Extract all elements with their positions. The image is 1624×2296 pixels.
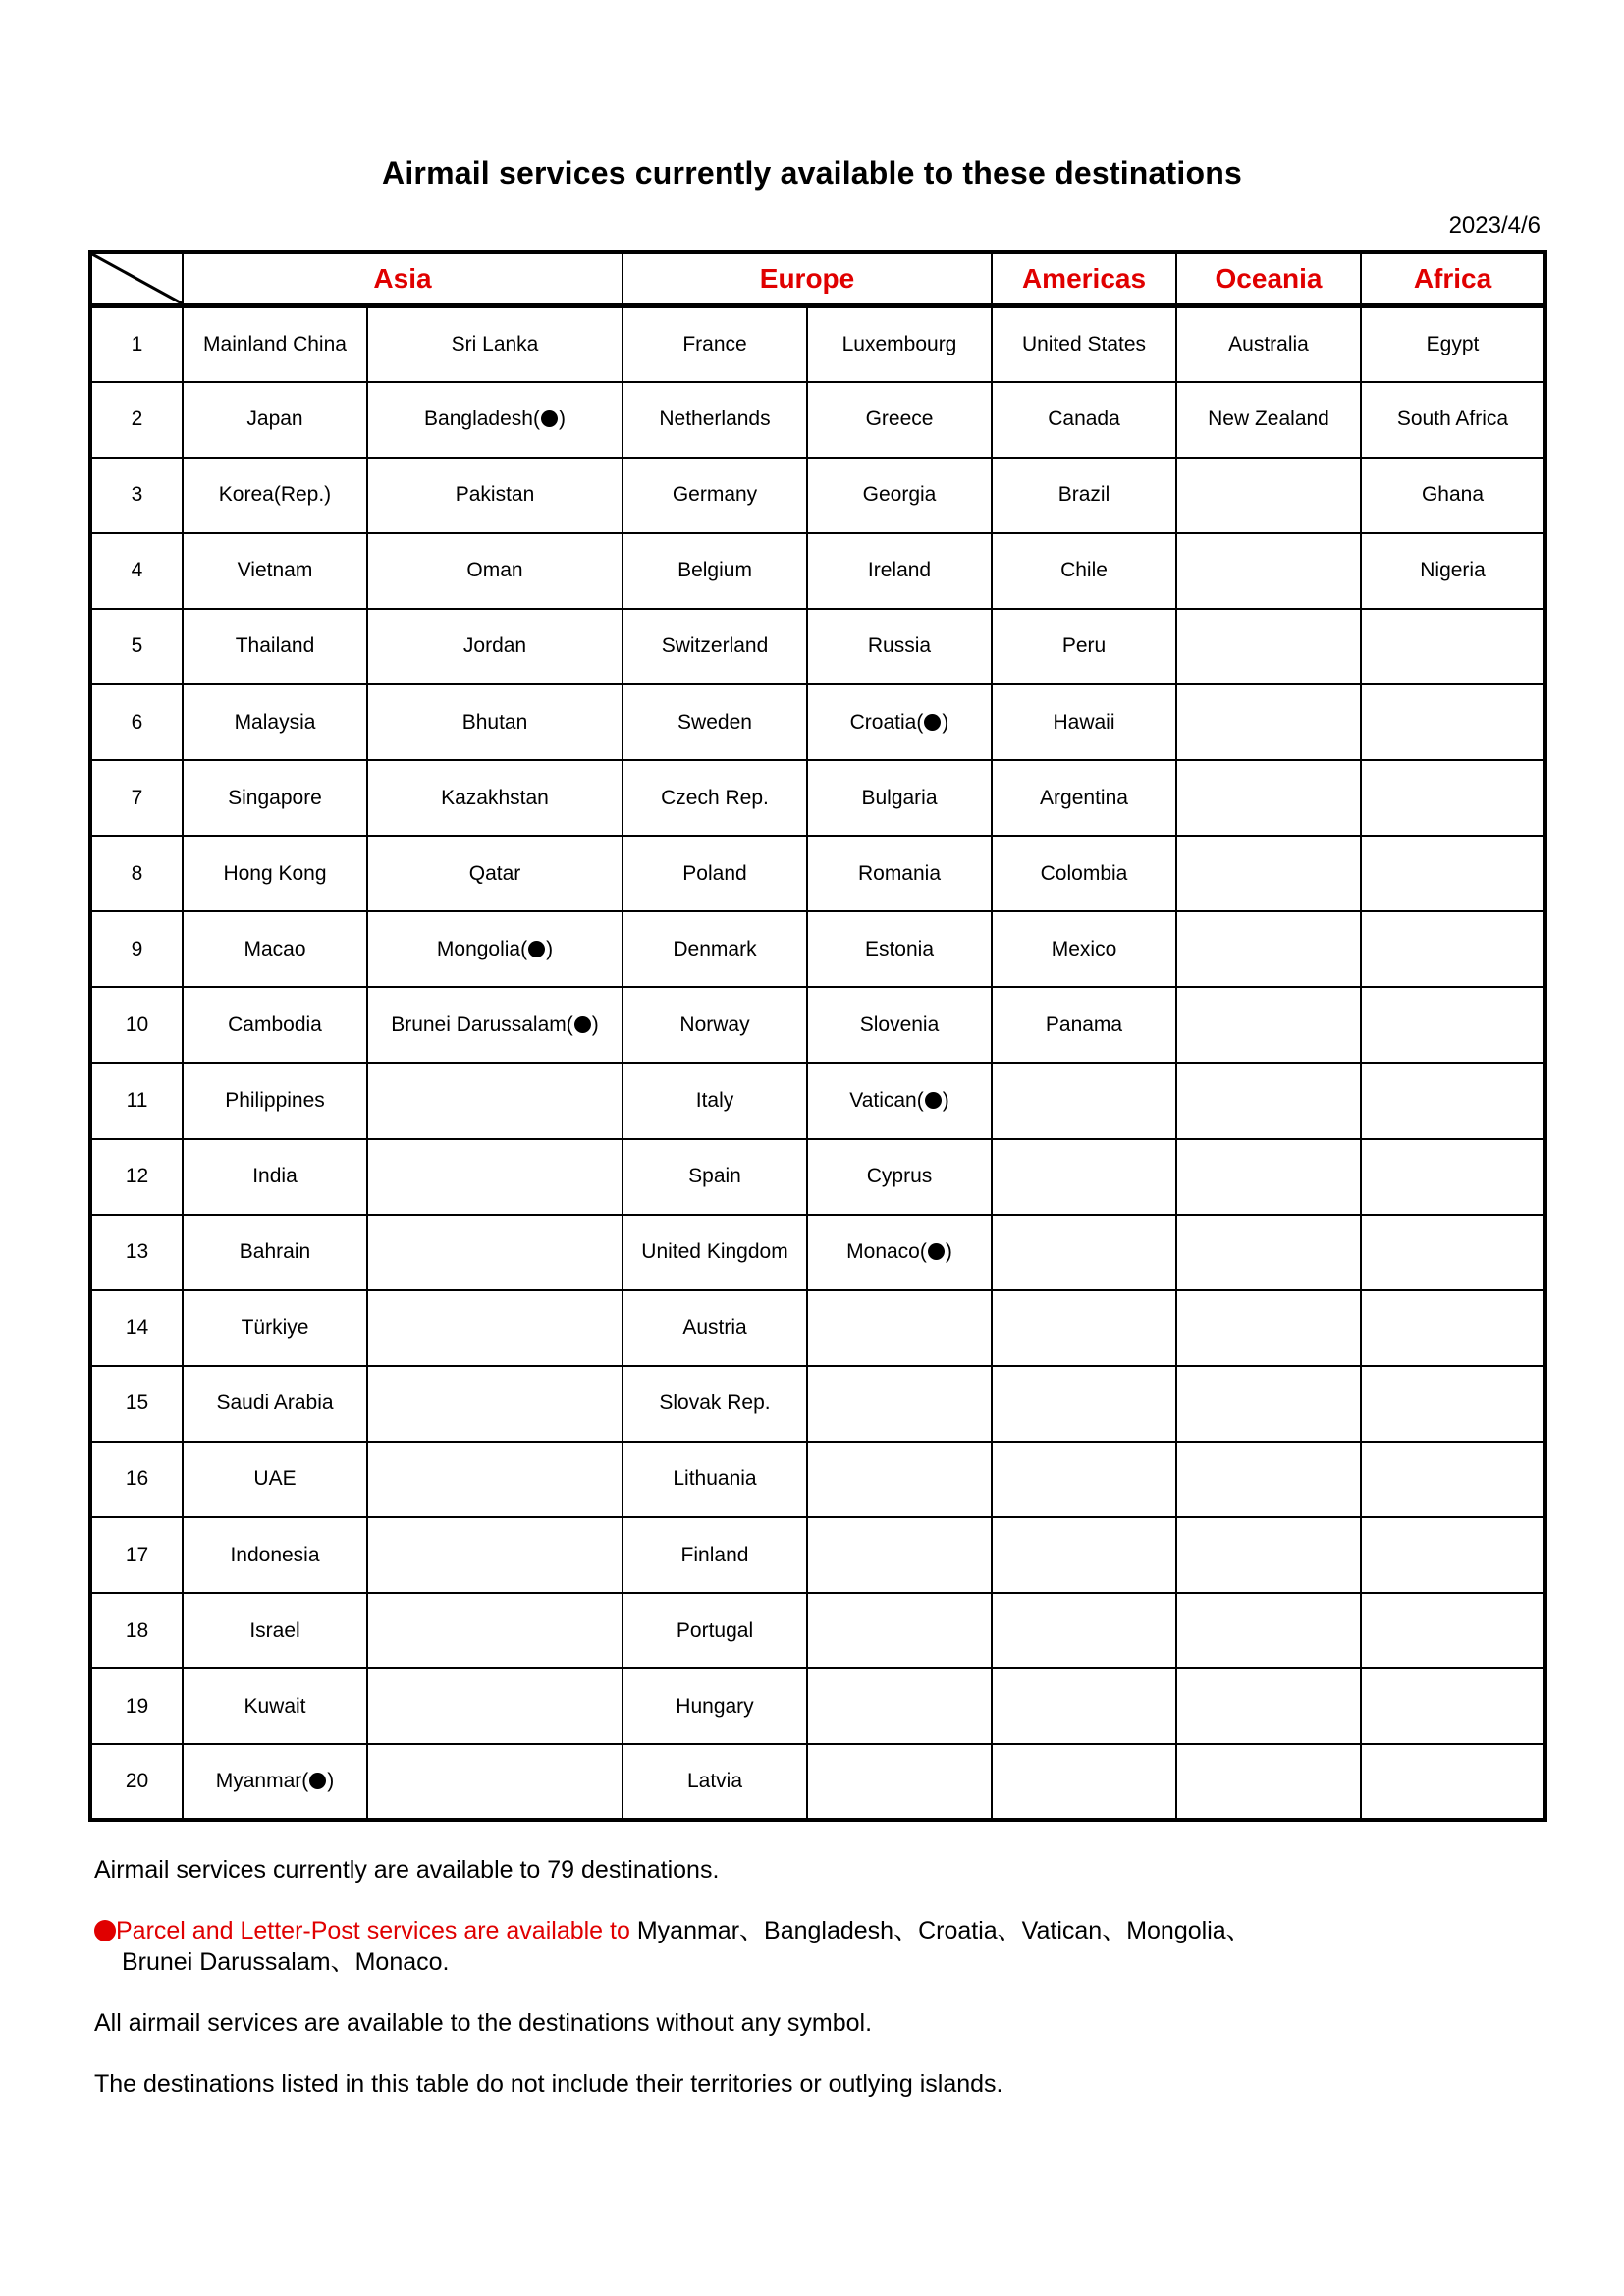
destination-cell-asia2	[367, 1593, 623, 1668]
destination-cell-americas: Colombia	[992, 836, 1176, 911]
table-header-row	[90, 252, 1545, 306]
destination-cell-oceania: New Zealand	[1176, 382, 1361, 458]
destination-cell-oceania	[1176, 836, 1361, 911]
destination-cell-africa	[1361, 609, 1545, 684]
row-number: 3	[90, 458, 183, 533]
destination-cell-europe1: Portugal	[623, 1593, 807, 1668]
table-row	[90, 1063, 1545, 1138]
destination-cell-europe2	[807, 1593, 992, 1668]
row-number: 11	[90, 1063, 183, 1138]
destination-cell-asia2	[367, 1744, 623, 1820]
destination-cell-asia2: Oman	[367, 533, 623, 609]
destination-cell-asia2: Bhutan	[367, 684, 623, 760]
destination-cell-europe2: Cyprus	[807, 1139, 992, 1215]
destination-cell-asia1: Thailand	[183, 609, 367, 684]
destination-cell-africa	[1361, 1290, 1545, 1366]
table-row	[90, 1744, 1545, 1820]
destination-cell-asia1: Malaysia	[183, 684, 367, 760]
destination-cell-americas	[992, 1290, 1176, 1366]
destination-cell-americas	[992, 1744, 1176, 1820]
destination-cell-europe2: Luxembourg	[807, 306, 992, 382]
destination-cell-europe1: Belgium	[623, 533, 807, 609]
destination-cell-europe2: Slovenia	[807, 987, 992, 1063]
black-dot-icon	[528, 941, 545, 957]
table-row	[90, 1366, 1545, 1442]
destination-cell-africa	[1361, 1366, 1545, 1442]
note-parcel-list-line1: Myanmar、Bangladesh、Croatia、Vatican、Mongolia、	[629, 1917, 1251, 1944]
black-dot-icon	[924, 714, 941, 731]
destination-cell-asia1: Israel	[183, 1593, 367, 1668]
destination-cell-africa: Nigeria	[1361, 533, 1545, 609]
destination-cell-asia2: Mongolia( )	[367, 911, 623, 987]
destination-cell-asia1: Macao	[183, 911, 367, 987]
destination-cell-africa: Ghana	[1361, 458, 1545, 533]
table-row	[90, 760, 1545, 836]
note-parcel-services	[94, 1915, 1538, 1978]
table-row	[90, 684, 1545, 760]
destination-cell-europe2	[807, 1366, 992, 1442]
destination-cell-asia1: Kuwait	[183, 1668, 367, 1744]
destination-cell-oceania	[1176, 1063, 1361, 1138]
destination-cell-oceania	[1176, 533, 1361, 609]
table-row	[90, 987, 1545, 1063]
destination-cell-asia2: Sri Lanka	[367, 306, 623, 382]
destinations-table	[88, 250, 1547, 1822]
destination-cell-oceania	[1176, 1139, 1361, 1215]
destination-cell-oceania	[1176, 1442, 1361, 1517]
row-number: 20	[90, 1744, 183, 1820]
destination-cell-africa: Egypt	[1361, 306, 1545, 382]
destination-cell-europe2: Bulgaria	[807, 760, 992, 836]
destination-cell-europe2: Vatican( )	[807, 1063, 992, 1138]
table-body	[90, 306, 1545, 1821]
table-row	[90, 1517, 1545, 1593]
destination-cell-africa	[1361, 1442, 1545, 1517]
note-parcel-red-text: Parcel and Letter-Post services are available to	[116, 1917, 630, 1944]
destination-cell-europe2	[807, 1744, 992, 1820]
destination-cell-americas	[992, 1442, 1176, 1517]
destination-cell-americas: Brazil	[992, 458, 1176, 533]
destination-cell-europe2: Ireland	[807, 533, 992, 609]
destination-cell-africa	[1361, 1517, 1545, 1593]
region-header-oceania: Oceania	[1176, 252, 1361, 306]
table-row	[90, 609, 1545, 684]
destination-cell-oceania	[1176, 1668, 1361, 1744]
row-number: 17	[90, 1517, 183, 1593]
destination-cell-asia2: Kazakhstan	[367, 760, 623, 836]
row-number: 5	[90, 609, 183, 684]
region-header-africa: Africa	[1361, 252, 1545, 306]
destination-cell-europe1: Latvia	[623, 1744, 807, 1820]
destination-cell-europe2: Romania	[807, 836, 992, 911]
destination-cell-europe1: Netherlands	[623, 382, 807, 458]
destination-cell-asia1: Cambodia	[183, 987, 367, 1063]
row-number: 2	[90, 382, 183, 458]
row-number: 9	[90, 911, 183, 987]
destination-cell-americas: Panama	[992, 987, 1176, 1063]
destination-cell-oceania: Australia	[1176, 306, 1361, 382]
destination-cell-europe1: Sweden	[623, 684, 807, 760]
row-number: 12	[90, 1139, 183, 1215]
destination-cell-asia1: Philippines	[183, 1063, 367, 1138]
destination-cell-europe2: Russia	[807, 609, 992, 684]
destination-cell-americas	[992, 1063, 1176, 1138]
destination-cell-europe2	[807, 1517, 992, 1593]
destination-cell-europe1: Slovak Rep.	[623, 1366, 807, 1442]
destination-cell-europe1: Austria	[623, 1290, 807, 1366]
destination-cell-asia1: Türkiye	[183, 1290, 367, 1366]
destination-cell-africa	[1361, 836, 1545, 911]
destination-cell-asia2	[367, 1668, 623, 1744]
destination-cell-africa: South Africa	[1361, 382, 1545, 458]
destination-cell-americas: Chile	[992, 533, 1176, 609]
black-dot-icon	[928, 1243, 945, 1260]
note-all-services: All airmail services are available to the destinations without any symbol.	[94, 2009, 873, 2037]
destination-cell-oceania	[1176, 458, 1361, 533]
footnotes	[94, 1854, 1538, 2129]
destination-cell-europe1: Italy	[623, 1063, 807, 1138]
destination-cell-oceania	[1176, 1593, 1361, 1668]
destination-cell-americas: Canada	[992, 382, 1176, 458]
note-territories: The destinations listed in this table do not include their territories or outlying islands.	[94, 2070, 1003, 2098]
table-row	[90, 382, 1545, 458]
destination-cell-americas	[992, 1593, 1176, 1668]
destination-cell-africa	[1361, 1215, 1545, 1290]
destination-cell-europe2: Croatia( )	[807, 684, 992, 760]
note-parcel-list-line2: Brunei Darussalam、Monaco.	[122, 1948, 450, 1976]
destination-cell-europe1: Finland	[623, 1517, 807, 1593]
destination-cell-asia1: Korea(Rep.)	[183, 458, 367, 533]
destination-cell-asia1: Bahrain	[183, 1215, 367, 1290]
destination-cell-europe1: United Kingdom	[623, 1215, 807, 1290]
destination-cell-asia1: Mainland China	[183, 306, 367, 382]
region-header-europe: Europe	[623, 252, 992, 306]
destination-cell-europe1: Lithuania	[623, 1442, 807, 1517]
table-row	[90, 1593, 1545, 1668]
row-number: 15	[90, 1366, 183, 1442]
destination-cell-oceania	[1176, 760, 1361, 836]
destination-cell-asia2: Brunei Darussalam( )	[367, 987, 623, 1063]
destination-cell-europe1: Spain	[623, 1139, 807, 1215]
destination-cell-africa	[1361, 1139, 1545, 1215]
destination-cell-europe2	[807, 1668, 992, 1744]
row-number: 1	[90, 306, 183, 382]
destination-cell-europe2: Georgia	[807, 458, 992, 533]
destination-cell-africa	[1361, 684, 1545, 760]
destination-cell-europe1: Poland	[623, 836, 807, 911]
table-row	[90, 1442, 1545, 1517]
destination-cell-asia1: Singapore	[183, 760, 367, 836]
destination-cell-europe2	[807, 1442, 992, 1517]
row-number: 18	[90, 1593, 183, 1668]
destination-cell-asia2: Bangladesh( )	[367, 382, 623, 458]
destination-cell-europe2: Estonia	[807, 911, 992, 987]
destination-cell-americas: Mexico	[992, 911, 1176, 987]
destination-cell-asia2: Pakistan	[367, 458, 623, 533]
destination-cell-europe2	[807, 1290, 992, 1366]
destination-cell-europe1: Switzerland	[623, 609, 807, 684]
destination-cell-asia2: Qatar	[367, 836, 623, 911]
table-row	[90, 1215, 1545, 1290]
destination-cell-asia1: Myanmar( )	[183, 1744, 367, 1820]
table-row	[90, 1668, 1545, 1744]
note-destination-count: Airmail services currently are available to 79 destinations.	[94, 1856, 720, 1884]
destination-cell-europe1: Denmark	[623, 911, 807, 987]
corner-diagonal-cell	[90, 252, 183, 306]
row-number: 6	[90, 684, 183, 760]
destination-cell-oceania	[1176, 1215, 1361, 1290]
destination-cell-americas: Hawaii	[992, 684, 1176, 760]
table-row	[90, 1290, 1545, 1366]
destination-cell-oceania	[1176, 1744, 1361, 1820]
destination-cell-asia2: Jordan	[367, 609, 623, 684]
destination-cell-americas: Peru	[992, 609, 1176, 684]
destination-cell-americas: Argentina	[992, 760, 1176, 836]
region-header-americas: Americas	[992, 252, 1176, 306]
destination-cell-europe2: Monaco( )	[807, 1215, 992, 1290]
destination-cell-asia1: India	[183, 1139, 367, 1215]
destination-cell-asia1: Hong Kong	[183, 836, 367, 911]
document-date: 2023/4/6	[1448, 212, 1541, 239]
destination-cell-africa	[1361, 1744, 1545, 1820]
table-row	[90, 533, 1545, 609]
row-number: 19	[90, 1668, 183, 1744]
row-number: 10	[90, 987, 183, 1063]
destination-cell-oceania	[1176, 684, 1361, 760]
destination-cell-asia2	[367, 1215, 623, 1290]
destination-cell-asia1: Japan	[183, 382, 367, 458]
destination-cell-africa	[1361, 987, 1545, 1063]
destination-cell-asia2	[367, 1290, 623, 1366]
row-number: 16	[90, 1442, 183, 1517]
destination-cell-asia2	[367, 1442, 623, 1517]
black-dot-icon	[574, 1016, 591, 1033]
destination-cell-europe1: Germany	[623, 458, 807, 533]
destination-cell-oceania	[1176, 609, 1361, 684]
destination-cell-oceania	[1176, 1517, 1361, 1593]
table-row	[90, 458, 1545, 533]
destination-cell-europe1: Czech Rep.	[623, 760, 807, 836]
table-row	[90, 1139, 1545, 1215]
destination-cell-oceania	[1176, 1366, 1361, 1442]
destination-cell-oceania	[1176, 987, 1361, 1063]
destination-cell-asia1: Saudi Arabia	[183, 1366, 367, 1442]
destination-cell-africa	[1361, 1593, 1545, 1668]
destination-cell-asia1: UAE	[183, 1442, 367, 1517]
table-row	[90, 911, 1545, 987]
destination-cell-africa	[1361, 1668, 1545, 1744]
destination-cell-asia2	[367, 1366, 623, 1442]
row-number: 4	[90, 533, 183, 609]
destination-cell-americas	[992, 1517, 1176, 1593]
destination-cell-asia1: Vietnam	[183, 533, 367, 609]
diagonal-line-icon	[92, 254, 182, 303]
table-row	[90, 836, 1545, 911]
destination-cell-oceania	[1176, 911, 1361, 987]
destination-cell-asia2	[367, 1063, 623, 1138]
destination-cell-africa	[1361, 760, 1545, 836]
destination-cell-africa	[1361, 911, 1545, 987]
row-number: 13	[90, 1215, 183, 1290]
destination-cell-oceania	[1176, 1290, 1361, 1366]
red-dot-icon	[94, 1920, 116, 1941]
row-number: 7	[90, 760, 183, 836]
destination-cell-americas: United States	[992, 306, 1176, 382]
destination-cell-americas	[992, 1668, 1176, 1744]
page-title: Airmail services currently available to these destinations	[382, 155, 1242, 191]
destination-cell-americas	[992, 1215, 1176, 1290]
destination-cell-asia1: Indonesia	[183, 1517, 367, 1593]
destination-cell-asia2	[367, 1517, 623, 1593]
region-header-asia: Asia	[183, 252, 623, 306]
destination-cell-africa	[1361, 1063, 1545, 1138]
destination-cell-americas	[992, 1366, 1176, 1442]
destination-cell-europe1: Hungary	[623, 1668, 807, 1744]
black-dot-icon	[309, 1773, 326, 1789]
destination-cell-americas	[992, 1139, 1176, 1215]
destination-cell-europe1: Norway	[623, 987, 807, 1063]
destination-cell-asia2	[367, 1139, 623, 1215]
table-row	[90, 306, 1545, 382]
black-dot-icon	[925, 1092, 942, 1109]
black-dot-icon	[541, 410, 558, 427]
row-number: 8	[90, 836, 183, 911]
destination-cell-europe2: Greece	[807, 382, 992, 458]
row-number: 14	[90, 1290, 183, 1366]
destination-cell-europe1: France	[623, 306, 807, 382]
